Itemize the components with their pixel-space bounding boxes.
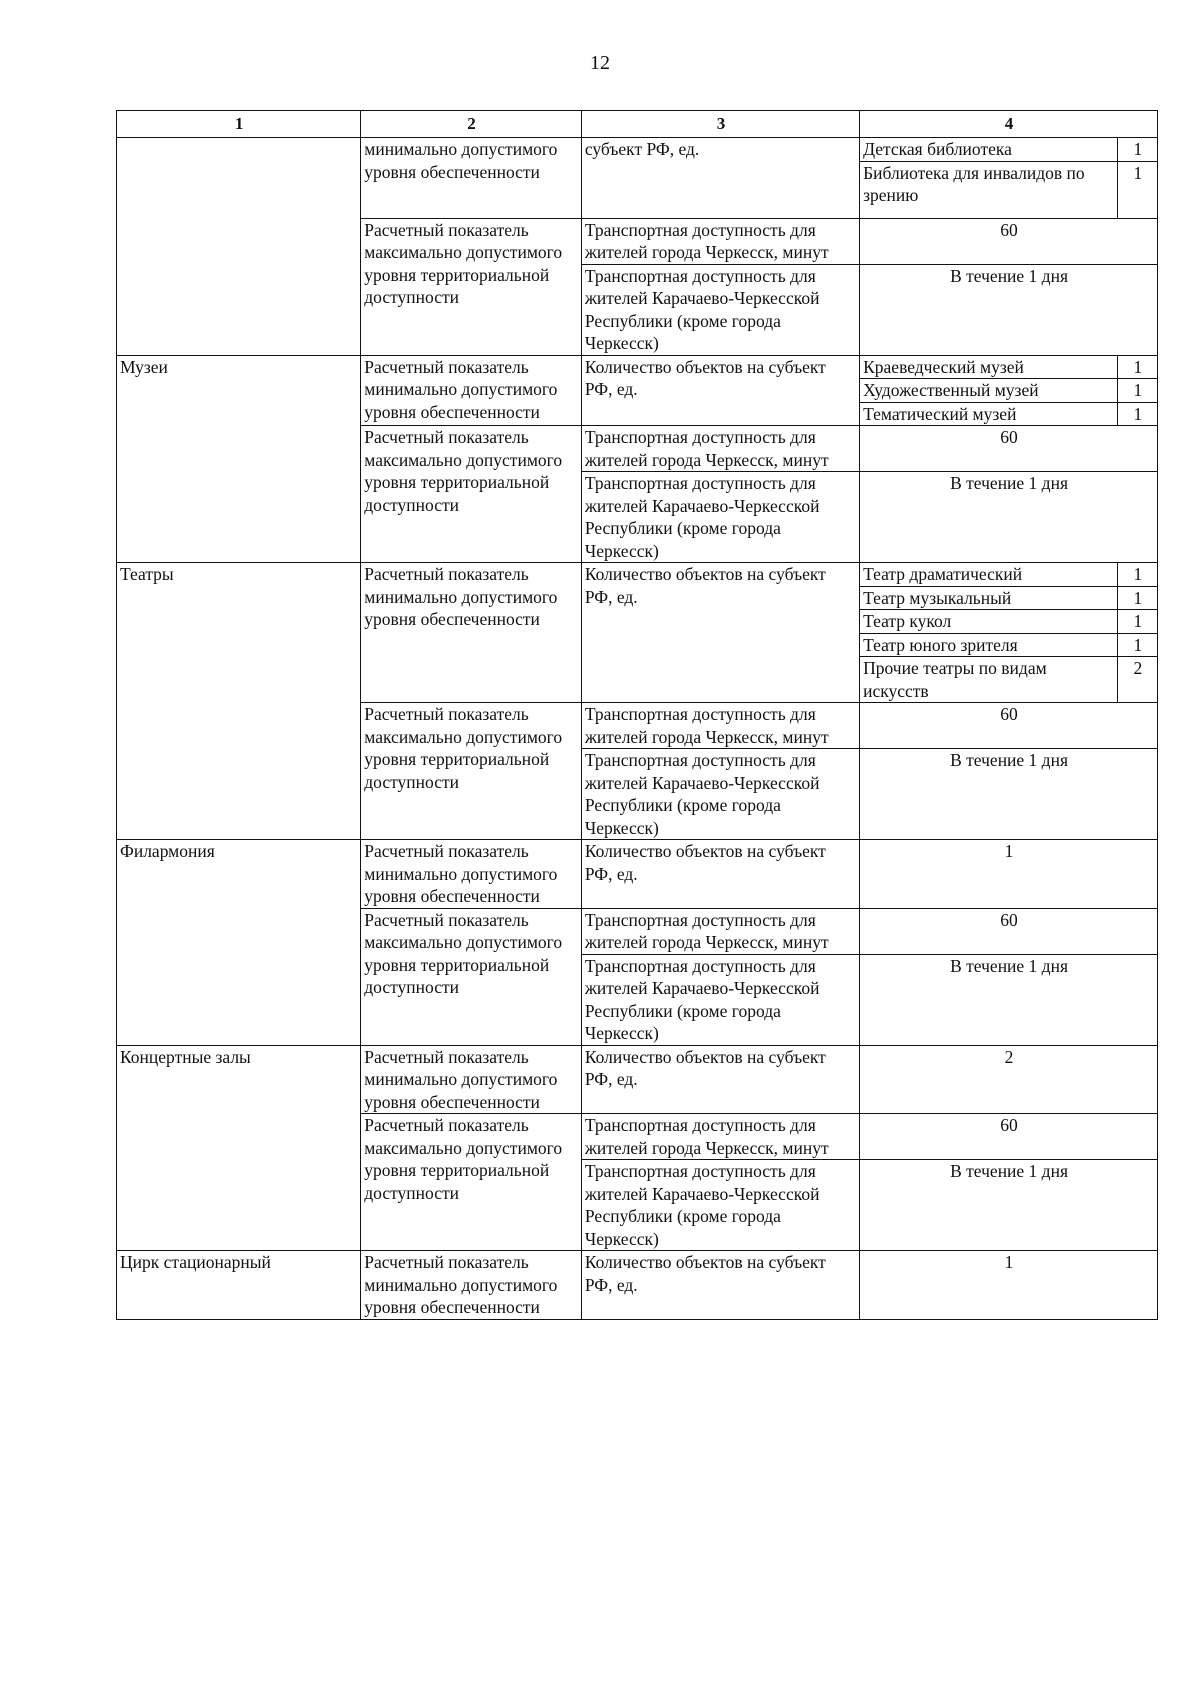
unit-cell: субъект РФ, ед.	[581, 138, 859, 219]
value-cell: В течение 1 дня	[860, 264, 1158, 355]
unit-cell: Транспортная доступность для жителей города Черкесск, минут	[581, 908, 859, 954]
item-value: 1	[1117, 563, 1157, 587]
object-type-cell: Филармония	[117, 840, 361, 1046]
value-cell: 1	[860, 840, 1158, 909]
item-value: 1	[1117, 402, 1157, 426]
object-type-cell	[117, 138, 361, 356]
indicator-cell: минимально допустимого уровня обеспеченности	[361, 138, 582, 219]
value-cell: 60	[860, 218, 1158, 264]
unit-cell: Транспортная доступность для жителей города Черкесск, минут	[581, 1114, 859, 1160]
item-value: 2	[1117, 657, 1157, 703]
value-cell: 60	[860, 426, 1158, 472]
item-name: Прочие театры по видам искусств	[860, 657, 1118, 703]
item-value: 1	[1117, 586, 1157, 610]
header-col-3: 3	[581, 111, 859, 138]
unit-cell: Транспортная доступность для жителей Карачаево-Черкесской Республики (кроме города Черкесск)	[581, 472, 859, 563]
item-name: Театр юного зрителя	[860, 633, 1118, 657]
object-type-cell: Цирк стационарный	[117, 1251, 361, 1320]
item-name: Тематический музей	[860, 402, 1118, 426]
unit-cell: Транспортная доступность для жителей Карачаево-Черкесской Республики (кроме города Черкесск)	[581, 749, 859, 840]
item-value: 1	[1117, 355, 1157, 379]
item-value: 1	[1117, 633, 1157, 657]
header-col-1: 1	[117, 111, 361, 138]
table-row	[117, 1045, 1158, 1114]
page-number: 12	[590, 52, 610, 74]
item-value: 1	[1117, 138, 1157, 162]
unit-cell: Количество объектов на субъект РФ, ед.	[581, 840, 859, 909]
table-row	[117, 138, 1158, 162]
unit-cell: Транспортная доступность для жителей города Черкесск, минут	[581, 703, 859, 749]
value-cell: 2	[860, 1045, 1158, 1114]
header-row	[117, 111, 1158, 138]
unit-cell: Транспортная доступность для жителей Карачаево-Черкесской Республики (кроме города Черкесск)	[581, 264, 859, 355]
item-name: Краеведческий музей	[860, 355, 1118, 379]
header-col-4: 4	[860, 111, 1158, 138]
table-row	[117, 355, 1158, 379]
table-row	[117, 840, 1158, 909]
item-name: Художественный музей	[860, 379, 1118, 403]
unit-cell: Количество объектов на субъект РФ, ед.	[581, 1251, 859, 1320]
item-name: Театр музыкальный	[860, 586, 1118, 610]
indicator-cell: Расчетный показатель минимально допустимого уровня обеспеченности	[361, 1045, 582, 1114]
indicator-cell: Расчетный показатель минимально допустимого уровня обеспеченности	[361, 355, 582, 426]
indicator-cell: Расчетный показатель минимально допустимого уровня обеспеченности	[361, 1251, 582, 1320]
object-type-cell: Театры	[117, 563, 361, 840]
indicator-cell: Расчетный показатель максимально допустимого уровня территориальной доступности	[361, 908, 582, 1045]
indicator-cell: Расчетный показатель минимально допустимого уровня обеспеченности	[361, 563, 582, 703]
value-cell: 60	[860, 908, 1158, 954]
table-row	[117, 1251, 1158, 1320]
item-value: 1	[1117, 610, 1157, 634]
value-cell: В течение 1 дня	[860, 749, 1158, 840]
unit-cell: Транспортная доступность для жителей Карачаево-Черкесской Республики (кроме города Черкесск)	[581, 954, 859, 1045]
value-cell: В течение 1 дня	[860, 472, 1158, 563]
value-cell: В течение 1 дня	[860, 1160, 1158, 1251]
item-name: Детская библиотека	[860, 138, 1118, 162]
indicator-cell: Расчетный показатель минимально допустимого уровня обеспеченности	[361, 840, 582, 909]
indicator-cell: Расчетный показатель максимально допустимого уровня территориальной доступности	[361, 1114, 582, 1251]
unit-cell: Транспортная доступность для жителей Карачаево-Черкесской Республики (кроме города Черкесск)	[581, 1160, 859, 1251]
item-name: Театр кукол	[860, 610, 1118, 634]
indicator-cell: Расчетный показатель максимально допустимого уровня территориальной доступности	[361, 703, 582, 840]
table-row	[117, 563, 1158, 587]
object-type-cell: Музеи	[117, 355, 361, 563]
value-cell: 60	[860, 703, 1158, 749]
value-cell: 60	[860, 1114, 1158, 1160]
header-col-2: 2	[361, 111, 582, 138]
unit-cell: Количество объектов на субъект РФ, ед.	[581, 563, 859, 703]
item-name: Театр драматический	[860, 563, 1118, 587]
unit-cell: Транспортная доступность для жителей города Черкесск, минут	[581, 426, 859, 472]
unit-cell: Количество объектов на субъект РФ, ед.	[581, 1045, 859, 1114]
standards-table	[116, 110, 1158, 1320]
unit-cell: Количество объектов на субъект РФ, ед.	[581, 355, 859, 426]
indicator-cell: Расчетный показатель максимально допустимого уровня территориальной доступности	[361, 218, 582, 355]
item-name: Библиотека для инвалидов по зрению	[860, 161, 1118, 218]
value-cell: В течение 1 дня	[860, 954, 1158, 1045]
unit-cell: Транспортная доступность для жителей города Черкесск, минут	[581, 218, 859, 264]
item-value: 1	[1117, 161, 1157, 218]
item-value: 1	[1117, 379, 1157, 403]
value-cell: 1	[860, 1251, 1158, 1320]
object-type-cell: Концертные залы	[117, 1045, 361, 1251]
indicator-cell: Расчетный показатель максимально допустимого уровня территориальной доступности	[361, 426, 582, 563]
